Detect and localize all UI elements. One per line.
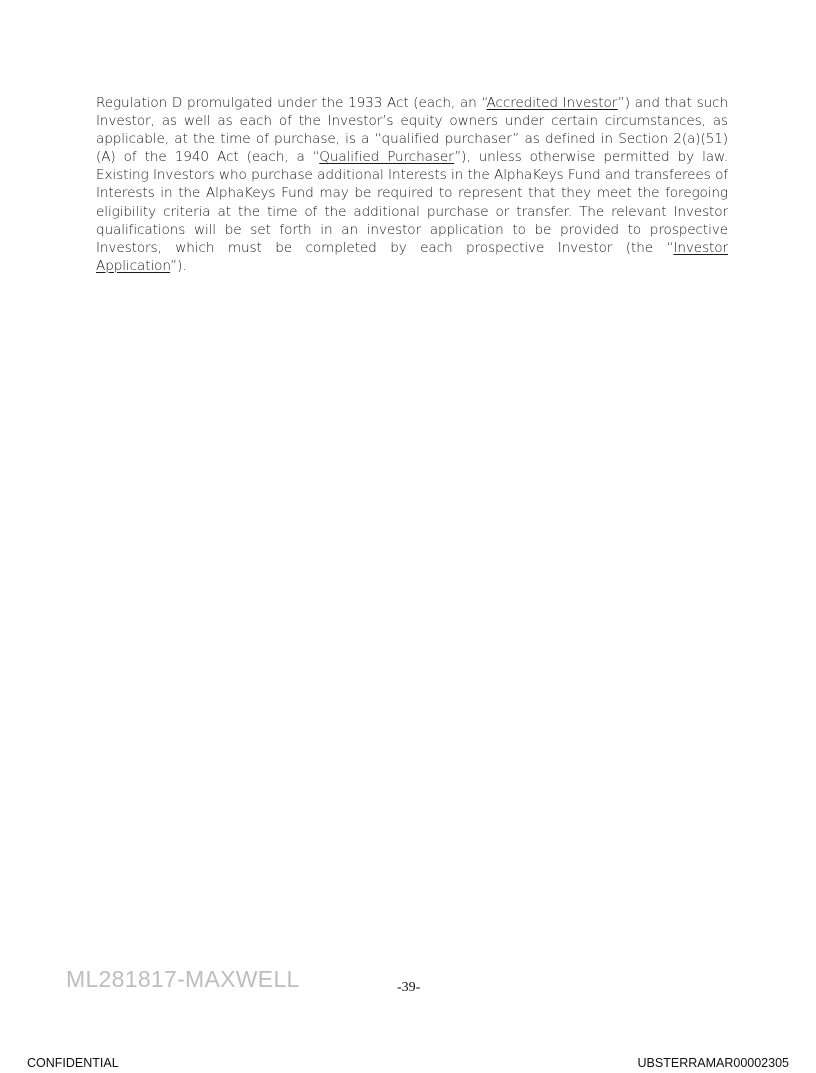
defined-term-qualified-purchaser: Qualified Purchaser [319,149,455,166]
paragraph-text-4: ”). [170,257,187,274]
body-paragraph [96,94,728,275]
paragraph-text-1: Regulation D promulgated under the 1933 Act (each, an “ [96,95,487,111]
bates-number: UBSTERRAMAR00002305 [637,1056,789,1070]
bates-watermark: ML281817-MAXWELL [66,966,300,992]
confidential-label: CONFIDENTIAL [27,1056,119,1070]
defined-term-accredited-investor: Accredited Investor [486,95,618,111]
page-number: -39- [397,980,421,995]
defined-term-investor-application: Investor Application [96,239,728,274]
paragraph-text-2: ”) and that such Investor, as well as each of the Investor’s equity owners under certain circumstances, as applicable, at the time of purchase, is a “qualified purchaser” as defined in Section 2(a)(51)(A) of the 1940 Act (each, a “ [96,95,728,166]
paragraph-text-3: ”), unless otherwise permitted by law. Existing Investors who purchase additional Interests in the AlphaKeys Fund and transferees of Interests in the AlphaKeys Fund may be required to represent that they meet the foregoing eligibility criteria at the time of the additional purchase or transfer. The relevant Investor qualifications will be set forth in an investor application to be provided to prospective Investors, which must be completed by each prospective Investor (the “ [96,149,728,256]
